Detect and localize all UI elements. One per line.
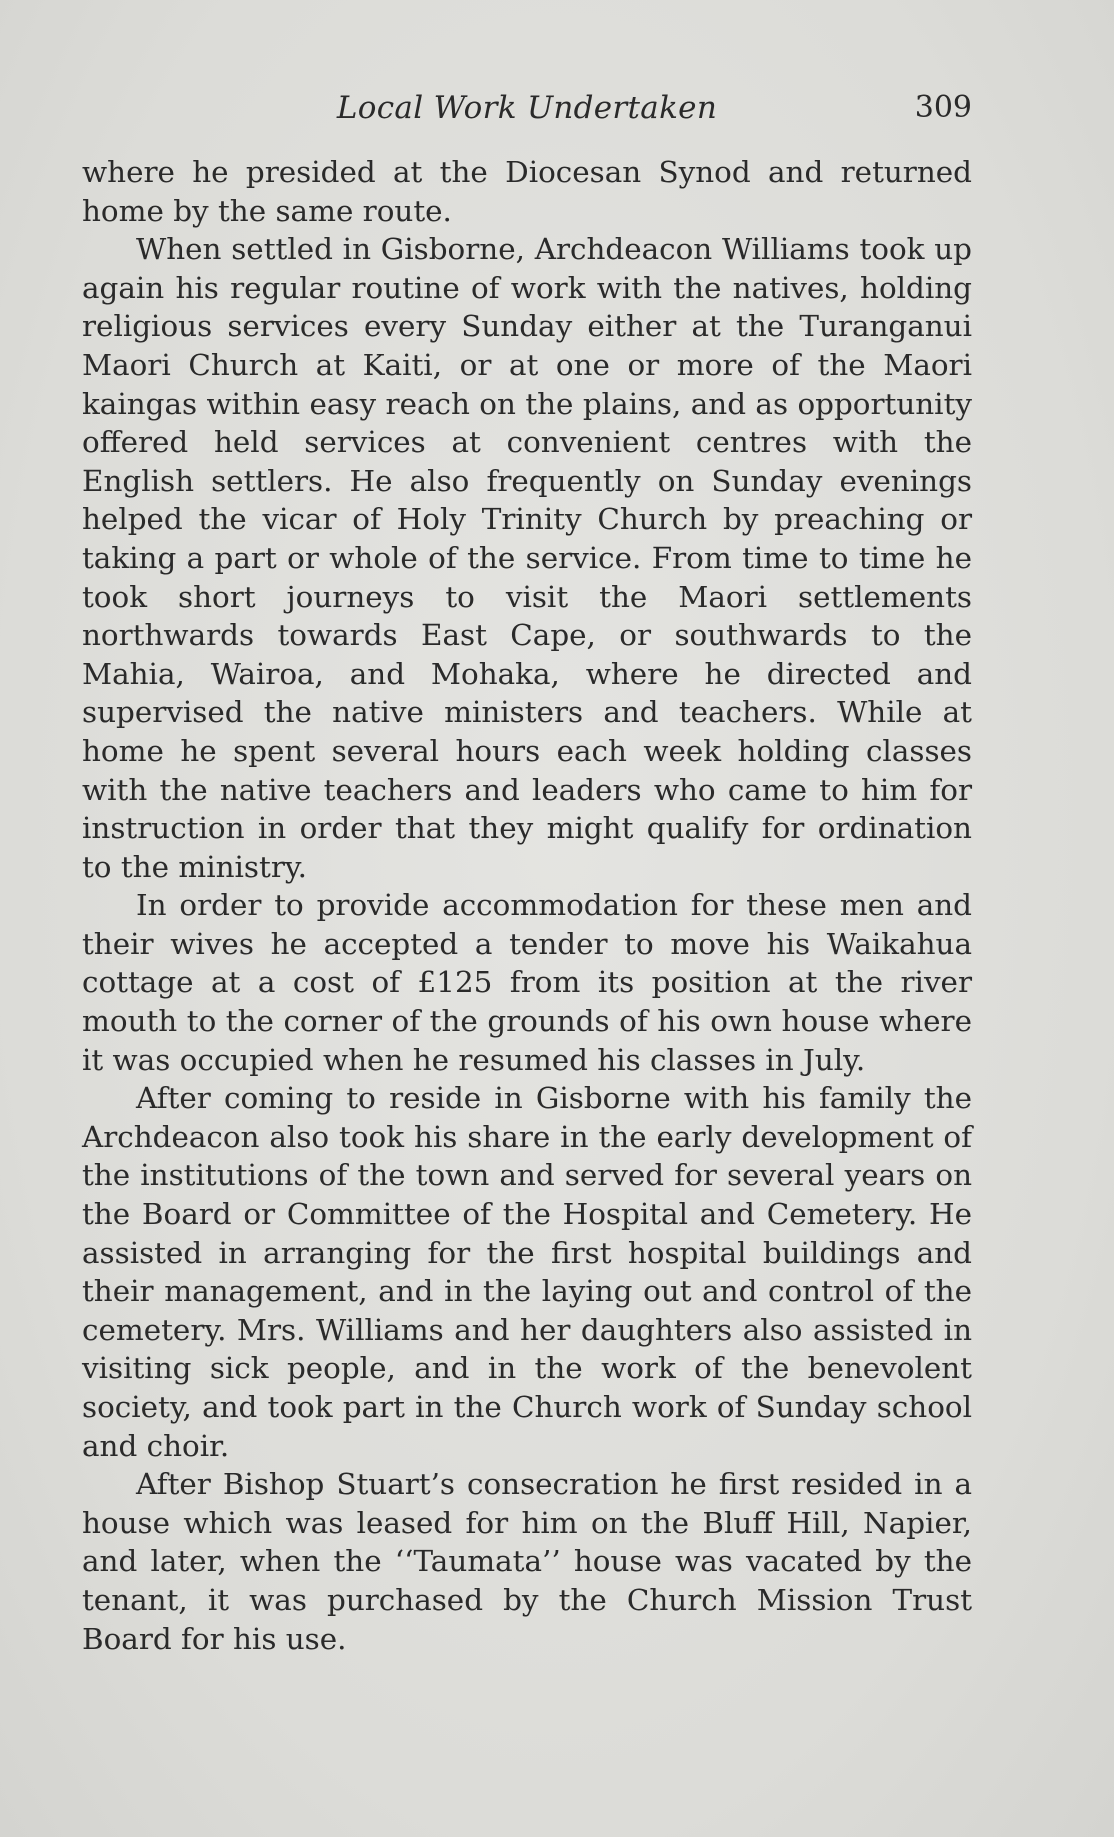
body-text	[82, 153, 972, 1658]
paragraph: In order to provide accommodation for these men and their wives he accepted a tender to move his Waikahua cottage at a cost of £125 from its position at the river mouth to the corner of the grounds of his own house where it was occupied when he resumed his classes in July.	[82, 888, 972, 1077]
paragraph: After coming to reside in Gisborne with his family the Archdeacon also took his share in the early development of the institutions of the town and served for several years on the Board or Committee of the Hospital and Cemetery. He assisted in arranging for the first hospital buildings and their management, and in the laying out and control of the cemetery. Mrs. Williams and her daughters also assisted in visiting sick people, and in the work of the benevolent society, and took part in the Church work of Sunday school and choir.	[82, 1081, 972, 1463]
running-title: Local Work Undertaken	[336, 90, 718, 126]
paragraph: When settled in Gisborne, Archdeacon Williams took up again his regular routine of work with the natives, holding religious services every Sunday either at the Turanganui Maori Church at Kaiti, or at one or more of the Maori kaingas within easy reach on the plains, and as opportunity offered held services at convenient centres with the English settlers. He also frequently on Sunday evenings helped the vicar of Holy Trinity Church by preaching or taking a part or whole of the service. From time to time he took short journeys to visit the Maori settlements northwards towards East Cape, or southwards to the Mahia, Wairoa, and Mohaka, where he directed and supervised the native ministers and teachers. While at home he spent several hours each week holding classes with the native teachers and leaders who came to him for instruction in order that they might qualify for ordination to the ministry.	[82, 232, 972, 884]
paragraph-continuation: where he presided at the Diocesan Synod and returned home by the same route.	[82, 155, 972, 228]
page-header	[82, 86, 972, 130]
page-number: 309	[914, 90, 972, 125]
paragraph: After Bishop Stuart’s consecration he first resided in a house which was leased for him on the Bluff Hill, Napier, and later, when the ‘‘Taumata’’ house was vacated by the tenant, it was purchased by the Church Mission Trust Board for his use.	[82, 1467, 972, 1656]
